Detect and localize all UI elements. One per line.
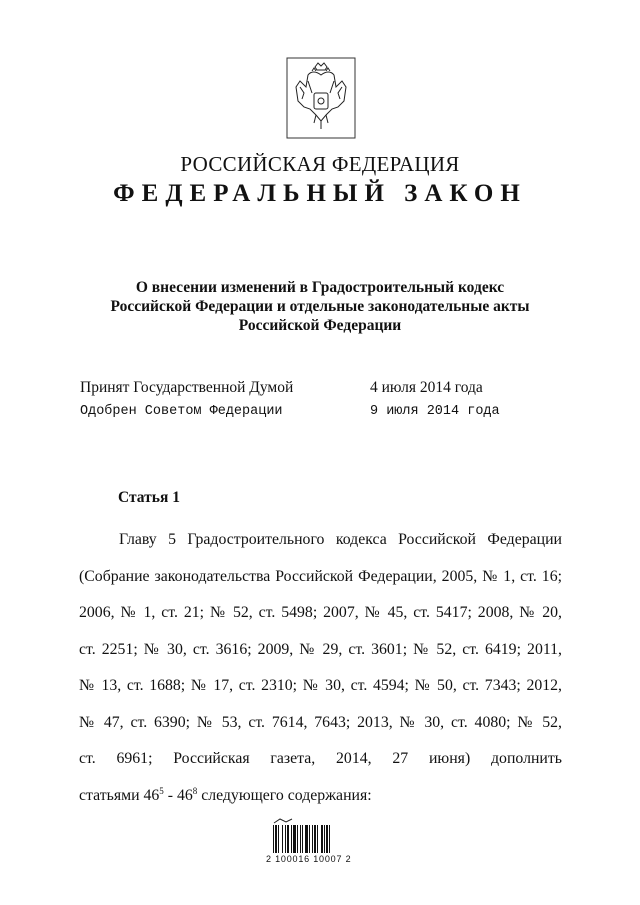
article-line: 2006, № 1, ст. 21; № 52, ст. 5498; 2007, № 45, ст. 5417; 2008, № 20,: [79, 604, 562, 621]
barcode-bar: [321, 825, 323, 853]
law-title: [0, 278, 640, 335]
article-heading: Статья 1: [118, 489, 180, 506]
barcode-icon: [272, 825, 356, 853]
document-type: ФЕДЕРАЛЬНЫЙ ЗАКОН: [113, 180, 527, 207]
article-line: (Собрание законодательства Российской Федерации, 2005, № 1, ст. 16;: [79, 567, 562, 585]
superscript: 5: [159, 785, 164, 796]
article-line: ст. 6961; Российская газета, 2014, 27 июня) дополнить: [79, 750, 562, 767]
barcode-number: 2 100016 10007 2: [266, 854, 352, 864]
duma-label: Принят Государственной Думой: [80, 379, 294, 396]
barcode-bar: [305, 825, 308, 853]
barcode-bar: [329, 825, 330, 853]
law-title-line: Российской Федерации и отдельные законодательные акты: [110, 298, 530, 315]
barcode-bar: [275, 825, 277, 853]
barcode-block: [266, 817, 366, 864]
barcode-bar: [285, 825, 286, 853]
barcode-bar: [302, 825, 303, 853]
article-text: статьями 46: [79, 786, 160, 804]
barcode-bar: [300, 825, 301, 853]
council-label: Одобрен Советом Федерации: [80, 404, 283, 419]
article-text: следующего содержания:: [197, 786, 372, 804]
barcode-bar: [326, 825, 328, 853]
barcode-bar: [293, 825, 296, 853]
article-line: № 47, ст. 6390; № 53, ст. 7614, 7643; 2013, № 30, ст. 4080; № 52,: [79, 713, 562, 731]
article-text: - 46: [163, 786, 193, 804]
law-title-line: Российской Федерации: [238, 317, 402, 334]
barcode-bar: [324, 825, 325, 853]
superscript: 8: [192, 785, 198, 796]
council-date: 9 июля 2014 года: [370, 404, 500, 419]
barcode-bar: [312, 825, 313, 853]
article-line-last: [79, 778, 562, 815]
barcode-bar: [297, 825, 298, 853]
article-body: [79, 522, 562, 814]
barcode-bar: [314, 825, 316, 853]
barcode-bar: [317, 825, 318, 853]
article-line: № 13, ст. 1688; № 17, ст. 2310; № 30, ст. 4594; № 50, ст. 7343; 2012,: [79, 677, 562, 694]
barcode-marker-icon: [272, 817, 296, 825]
barcode-bar: [287, 825, 289, 853]
barcode-bar: [273, 825, 274, 853]
article-line: Главу 5 Градостроительного кодекса Российской Федерации: [119, 531, 562, 548]
barcode-bar: [291, 825, 292, 853]
country-name: РОССИЙСКАЯ ФЕДЕРАЦИЯ: [180, 152, 460, 176]
duma-date: 4 июля 2014 года: [370, 379, 483, 396]
article-line: ст. 2251; № 30, ст. 3616; 2009, № 29, ст. 3601; № 52, ст. 6419; 2011,: [79, 640, 562, 658]
barcode-bar: [309, 825, 310, 853]
barcode-bar: [278, 825, 279, 853]
law-title-line: О внесении изменений в Градостроительный кодекс: [135, 279, 505, 296]
coat-of-arms-icon: [286, 57, 356, 139]
barcode-bar: [282, 825, 283, 853]
